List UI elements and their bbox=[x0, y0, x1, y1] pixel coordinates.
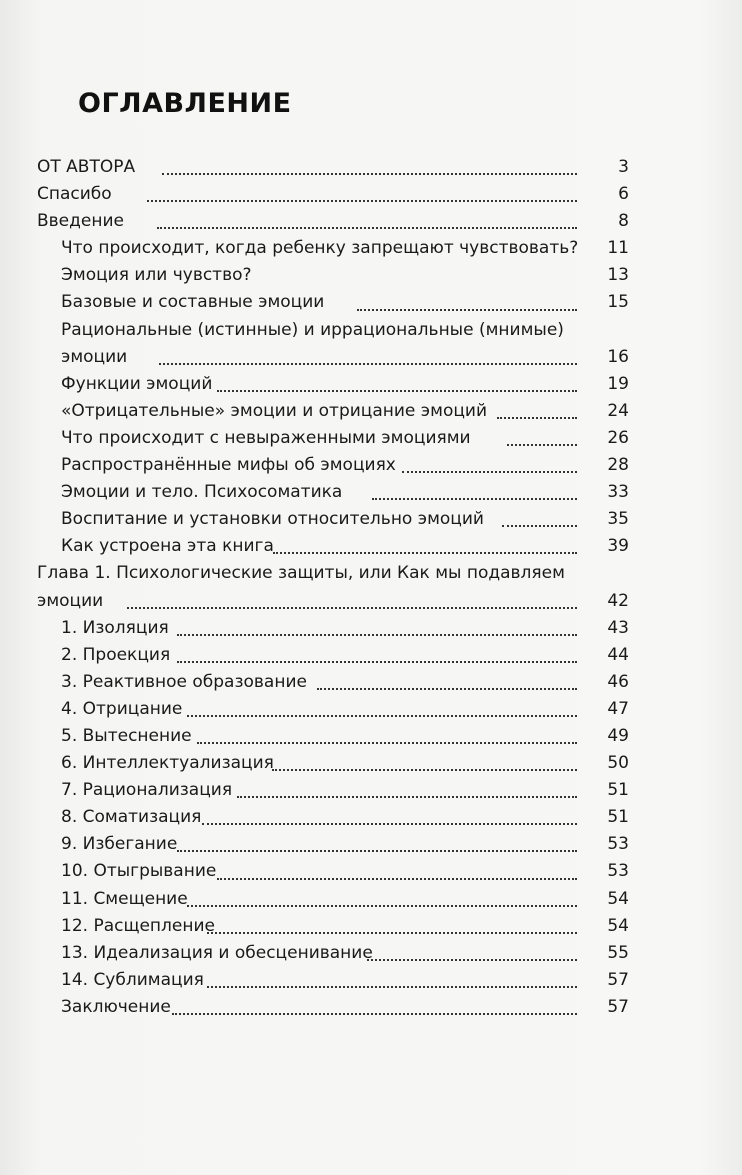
leader-dots bbox=[187, 715, 577, 717]
toc-entry-label: Эмоции и тело. Психосоматика bbox=[61, 482, 343, 503]
toc-entry-page: 54 bbox=[607, 888, 629, 909]
leader-dots bbox=[357, 309, 577, 311]
toc-entry-page: 13 bbox=[607, 265, 629, 286]
toc-entry bbox=[37, 289, 629, 316]
leader-dots bbox=[217, 390, 577, 392]
toc-entry bbox=[37, 452, 629, 479]
leader-dots bbox=[162, 173, 577, 175]
leader-dots bbox=[372, 498, 577, 500]
leader-dots bbox=[273, 552, 577, 554]
toc-entry-label: Что происходит, когда ребенку запрещают чувствовать? bbox=[61, 238, 579, 259]
toc-entry-label: Глава 1. Психологические защиты, или Как мы подавляем эмоции bbox=[37, 563, 565, 611]
toc-entry-page: 24 bbox=[607, 400, 629, 421]
toc-entry-label: Заключение bbox=[61, 996, 171, 1017]
leader-dots bbox=[317, 688, 577, 690]
toc-entry bbox=[37, 750, 629, 777]
toc-entry-page: 43 bbox=[607, 617, 629, 638]
leader-dots bbox=[159, 363, 577, 365]
leader-dots bbox=[197, 742, 577, 744]
toc-entry bbox=[37, 723, 629, 750]
toc-entry-label: 12. Расщепление bbox=[61, 915, 215, 936]
toc-entry-label: Спасибо bbox=[37, 184, 112, 205]
toc-entry-label: 13. Идеализация и обесценивание bbox=[61, 942, 373, 963]
toc-entry-page: 53 bbox=[607, 834, 629, 855]
toc-entry bbox=[37, 398, 629, 425]
toc-entry-label: 14. Сублимация bbox=[61, 969, 204, 990]
toc-entry-page: 26 bbox=[607, 427, 629, 448]
table-of-contents bbox=[37, 154, 629, 1021]
toc-entry-page: 39 bbox=[607, 536, 629, 557]
toc-entry-label: ОТ АВТОРА bbox=[37, 157, 136, 177]
toc-entry-page: 8 bbox=[618, 211, 629, 232]
toc-entry-page: 6 bbox=[618, 184, 629, 205]
toc-entry bbox=[37, 615, 629, 642]
toc-entry-page: 42 bbox=[607, 590, 629, 611]
leader-dots bbox=[497, 417, 577, 419]
toc-entry-page: 55 bbox=[607, 942, 629, 963]
toc-entry bbox=[37, 425, 629, 452]
toc-entry-label: Функции эмоций bbox=[61, 373, 213, 394]
leader-dots bbox=[172, 1013, 577, 1015]
toc-entry-page: 51 bbox=[607, 780, 629, 801]
leader-dots bbox=[202, 823, 577, 825]
toc-entry bbox=[37, 371, 629, 398]
toc-entry-label: 2. Проекция bbox=[61, 644, 171, 665]
toc-entry bbox=[37, 262, 629, 289]
toc-entry bbox=[37, 967, 629, 994]
toc-entry-label: Что происходит с невыраженными эмоциями bbox=[61, 427, 471, 448]
toc-entry-page: 16 bbox=[607, 346, 629, 367]
leader-dots bbox=[147, 200, 577, 202]
toc-entry-page: 54 bbox=[607, 915, 629, 936]
toc-entry-label: Как устроена эта книга bbox=[61, 536, 274, 557]
toc-entry bbox=[37, 913, 629, 940]
toc-entry-label: 9. Избегание bbox=[61, 834, 178, 855]
leader-dots bbox=[507, 444, 577, 446]
toc-entry bbox=[37, 994, 629, 1021]
toc-entry-page: 33 bbox=[607, 482, 629, 503]
toc-entry-label: Рациональные (истинные) и иррациональные (мнимые) эмоции bbox=[61, 319, 564, 367]
toc-entry-page: 3 bbox=[618, 157, 629, 177]
leader-dots bbox=[367, 959, 577, 961]
toc-entry-label: Введение bbox=[37, 211, 124, 232]
leader-dots bbox=[177, 634, 577, 636]
leader-dots bbox=[402, 471, 577, 473]
leader-dots bbox=[237, 796, 577, 798]
toc-entry-page: 57 bbox=[607, 969, 629, 990]
toc-entry-page: 28 bbox=[607, 455, 629, 476]
toc-entry-label: Распространённые мифы об эмоциях bbox=[61, 455, 396, 476]
toc-entry-label: 4. Отрицание bbox=[61, 698, 183, 719]
toc-entry-page: 57 bbox=[607, 996, 629, 1017]
leader-dots bbox=[127, 607, 577, 609]
toc-entry-label: «Отрицательные» эмоции и отрицание эмоций bbox=[61, 400, 488, 421]
toc-entry-label: 7. Рационализация bbox=[61, 780, 233, 801]
toc-entry-label: 5. Вытеснение bbox=[61, 725, 192, 746]
toc-entry bbox=[37, 506, 629, 533]
toc-entry-label: Базовые и составные эмоции bbox=[61, 292, 325, 313]
toc-entry bbox=[37, 560, 629, 614]
leader-dots bbox=[272, 769, 577, 771]
toc-entry-page: 19 bbox=[607, 373, 629, 394]
toc-entry-label: 1. Изоляция bbox=[61, 617, 169, 638]
toc-entry-page: 50 bbox=[607, 753, 629, 774]
toc-entry bbox=[37, 777, 629, 804]
toc-entry-page: 53 bbox=[607, 861, 629, 882]
toc-entry bbox=[37, 235, 629, 262]
toc-entry-page: 51 bbox=[607, 807, 629, 828]
toc-entry bbox=[37, 886, 629, 913]
toc-entry-label: 3. Реактивное образование bbox=[61, 671, 307, 692]
page-title: ОГЛАВЛЕНИЕ bbox=[78, 88, 292, 119]
toc-entry bbox=[37, 642, 629, 669]
toc-entry bbox=[37, 208, 629, 235]
toc-entry-label: Эмоция или чувство? bbox=[61, 265, 252, 286]
leader-dots bbox=[187, 905, 577, 907]
toc-entry-label: 8. Соматизация bbox=[61, 807, 202, 828]
toc-entry-page: 35 bbox=[607, 509, 629, 530]
leader-dots bbox=[157, 227, 577, 229]
leader-dots bbox=[207, 932, 577, 934]
leader-dots bbox=[177, 661, 577, 663]
leader-dots bbox=[502, 525, 577, 527]
toc-entry bbox=[37, 696, 629, 723]
toc-entry-page: 11 bbox=[607, 238, 629, 259]
leader-dots bbox=[207, 986, 577, 988]
toc-entry-label: Воспитание и установки относительно эмоций bbox=[61, 509, 484, 530]
toc-entry-label: 10. Отыгрывание bbox=[61, 861, 217, 882]
toc-entry bbox=[37, 804, 629, 831]
toc-entry bbox=[37, 940, 629, 967]
toc-entry-label: 11. Смещение bbox=[61, 888, 188, 909]
toc-entry bbox=[37, 479, 629, 506]
toc-entry-page: 49 bbox=[607, 725, 629, 746]
toc-entry-page: 47 bbox=[607, 698, 629, 719]
toc-entry bbox=[37, 533, 629, 560]
toc-entry-page: 15 bbox=[607, 292, 629, 313]
toc-entry bbox=[37, 317, 629, 371]
leader-dots bbox=[217, 878, 577, 880]
toc-entry bbox=[37, 154, 629, 181]
leader-dots bbox=[177, 850, 577, 852]
toc-entry-page: 44 bbox=[607, 644, 629, 665]
toc-entry bbox=[37, 669, 629, 696]
toc-entry bbox=[37, 831, 629, 858]
toc-entry bbox=[37, 181, 629, 208]
toc-entry bbox=[37, 858, 629, 885]
toc-entry-page: 46 bbox=[607, 671, 629, 692]
toc-entry-label: 6. Интеллектуализация bbox=[61, 753, 274, 774]
